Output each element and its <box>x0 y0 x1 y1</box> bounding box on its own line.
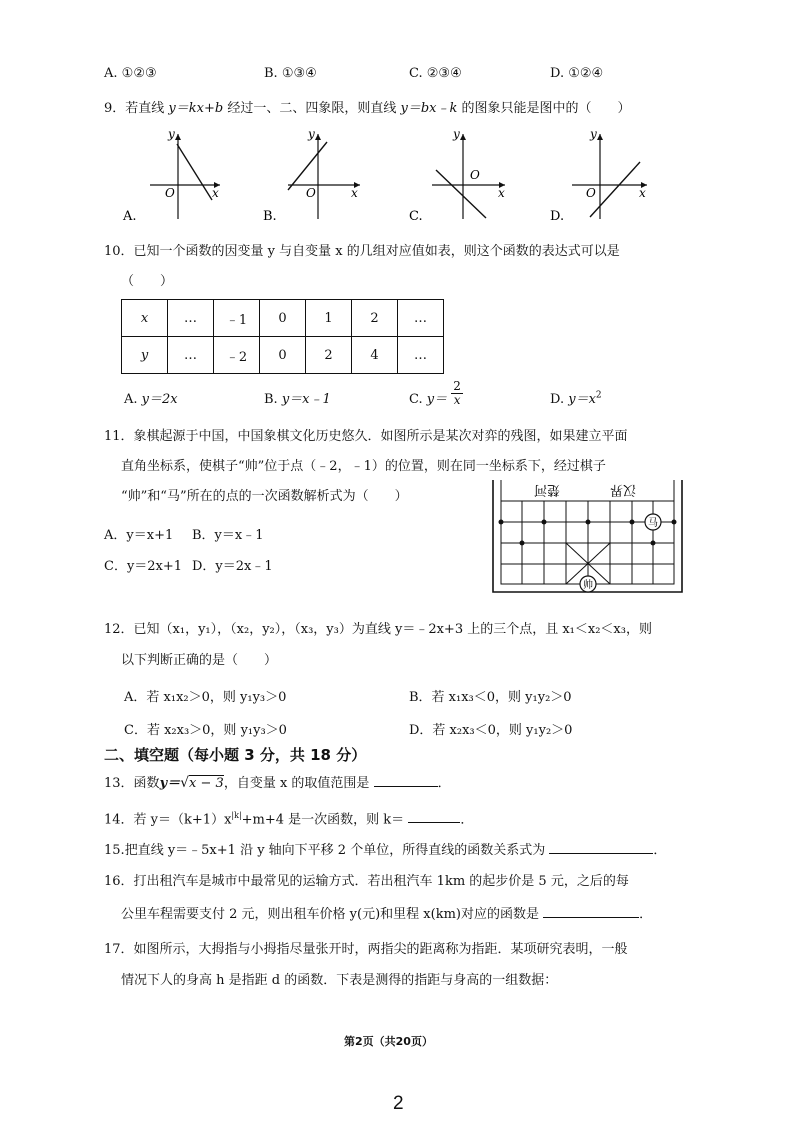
q11-chess-board <box>490 480 690 598</box>
q9-d-label: D. <box>550 209 565 222</box>
q11-option-b: B．y＝x﹣1 <box>192 528 264 543</box>
q10-option-b: B. y＝x﹣1 <box>264 392 331 407</box>
q17-line1: 17．如图所示，大拇指与小拇指尽量张开时，两指尖的距离称为指距．某项研究表明，一般 <box>104 942 628 957</box>
q11-option-a: A．y＝x+1 <box>104 528 174 543</box>
table-cell: … <box>168 337 214 374</box>
piece-horse: 马 <box>648 518 658 529</box>
q16-line1: 16．打出租汽车是城市中最常见的运输方式．若出租汽车 1km 的起步价是 5 元，之后的每 <box>104 874 629 889</box>
q14-answer-blank[interactable] <box>408 810 460 823</box>
q9-graph-c <box>409 127 505 222</box>
q13-stem: 13．函数y＝√x − 3，自变量 x 的取值范围是 ． <box>104 775 451 791</box>
table-cell: 2 <box>306 337 352 374</box>
table-cell: ﹣2 <box>214 337 260 374</box>
q12-option-a: A．若 x₁x₂＞0，则 y₁y₃＞0 <box>124 690 287 705</box>
table-row <box>122 337 444 374</box>
q17-line2: 情况下人的身高 h 是指距 d 的函数．下表是测得的指距与身高的一组数据： <box>121 973 558 988</box>
table-cell: ﹣1 <box>214 300 260 337</box>
table-cell: x <box>122 300 168 337</box>
q10-option-d: D. $y=x^2$ <box>550 390 602 407</box>
table-cell: y <box>122 337 168 374</box>
q10-value-table <box>121 299 444 374</box>
q10-stem: 10．已知一个函数的因变量 y 与自变量 x 的几组对应值如表，则这个函数的表达式可以是 <box>104 244 620 259</box>
q8-option-b: B. ①③④ <box>264 66 317 81</box>
q9-a-ylabel: y <box>168 127 175 141</box>
q9-b-xlabel: x <box>351 186 358 200</box>
q9-b-origin: O <box>306 186 316 200</box>
section-title: 二、填空题（每小题 3 分，共 18 分） <box>104 746 367 764</box>
q9-c-origin: O <box>470 168 480 182</box>
q9-graph-d <box>550 127 647 222</box>
table-cell: 4 <box>352 337 398 374</box>
table-cell: 0 <box>260 337 306 374</box>
river-left-text: 楚河 <box>533 482 560 497</box>
q9-graph-b <box>263 127 360 222</box>
table-cell: … <box>168 300 214 337</box>
q9-c-ylabel: y <box>453 127 460 141</box>
q14-stem: 14．若 $y=(k+1)x^{|k|}+m+4$ 是一次函数，则 k＝ ． <box>104 811 474 828</box>
q9-a-label: A. <box>123 209 137 222</box>
table-cell: … <box>398 337 444 374</box>
q10-option-a: A. y＝2x <box>124 392 178 407</box>
q9-d-origin: O <box>586 186 596 200</box>
q8-option-d: D. ①②④ <box>550 66 604 81</box>
q9-graphs <box>120 122 700 222</box>
q12-line2: 以下判断正确的是（ ） <box>121 653 278 668</box>
q11-line1: 11．象棋起源于中国，中国象棋文化历史悠久．如图所示是某次对弈的残图，如果建立平面 <box>104 429 628 444</box>
q16-line2: 公里车程需要支付 2 元，则出租车价格 y(元)和里程 x(km)对应的函数是 ． <box>121 907 653 922</box>
table-cell: 0 <box>260 300 306 337</box>
q9-b-label: B. <box>263 209 277 222</box>
q9-a-origin: O <box>165 186 175 200</box>
q11-line2: 直角坐标系，使棋子“帅”位于点（﹣2，﹣1）的位置，则在同一坐标系下，经过棋子 <box>121 459 606 474</box>
q9-c-xlabel: x <box>498 186 505 200</box>
table-row <box>122 300 444 337</box>
table-cell: 1 <box>306 300 352 337</box>
page-info: 第2页（共20页） <box>344 1035 433 1048</box>
q10-option-c: C. y＝ $\frac{2}{x}$ <box>409 379 461 407</box>
table-cell: … <box>398 300 444 337</box>
q9-graph-a <box>122 127 220 222</box>
q11-line3: “帅”和“马”所在的点的一次函数解析式为（ ） <box>121 489 408 504</box>
q8-option-a: A. ①②③ <box>104 66 157 81</box>
table-cell: 2 <box>352 300 398 337</box>
q9-stem: 9．若直线 y＝kx+b 经过一、二、四象限，则直线 y＝bx﹣k 的图象只能是图中的（ ） <box>104 101 631 116</box>
river-right-text: 汉界 <box>609 482 636 497</box>
q12-option-b: B．若 x₁x₃＜0，则 y₁y₂＞0 <box>409 690 572 705</box>
q9-b-ylabel: y <box>308 127 315 141</box>
q9-d-xlabel: x <box>639 186 646 200</box>
page-number: 2 <box>393 1093 404 1114</box>
piece-general: 帅 <box>583 580 593 591</box>
q12-option-c: C．若 x₂x₃＞0，则 y₁y₃＞0 <box>124 723 287 738</box>
q10-paren: （ ） <box>121 274 174 289</box>
q8-option-c: C. ②③④ <box>409 66 462 81</box>
q12-option-d: D．若 x₂x₃＜0，则 y₁y₂＞0 <box>409 723 573 738</box>
q9-a-xlabel: x <box>212 186 219 200</box>
q15-answer-blank[interactable] <box>549 841 653 854</box>
q15-stem: 15.把直线 y＝﹣5x+1 沿 y 轴向下平移 2 个单位，所得直线的函数关系式为 ． <box>104 843 667 858</box>
q16-answer-blank[interactable] <box>543 905 639 918</box>
q9-c-label: C. <box>409 209 423 222</box>
q11-option-d: D．y＝2x﹣1 <box>192 559 273 574</box>
q11-option-c: C．y＝2x+1 <box>104 559 183 574</box>
q13-answer-blank[interactable] <box>374 774 438 787</box>
q12-line1: 12．已知（x₁，y₁），（x₂，y₂），（x₃，y₃）为直线 y＝﹣2x+3 上的三个点，且 x₁＜x₂＜x₃，则 <box>104 622 652 637</box>
q9-d-ylabel: y <box>590 127 597 141</box>
